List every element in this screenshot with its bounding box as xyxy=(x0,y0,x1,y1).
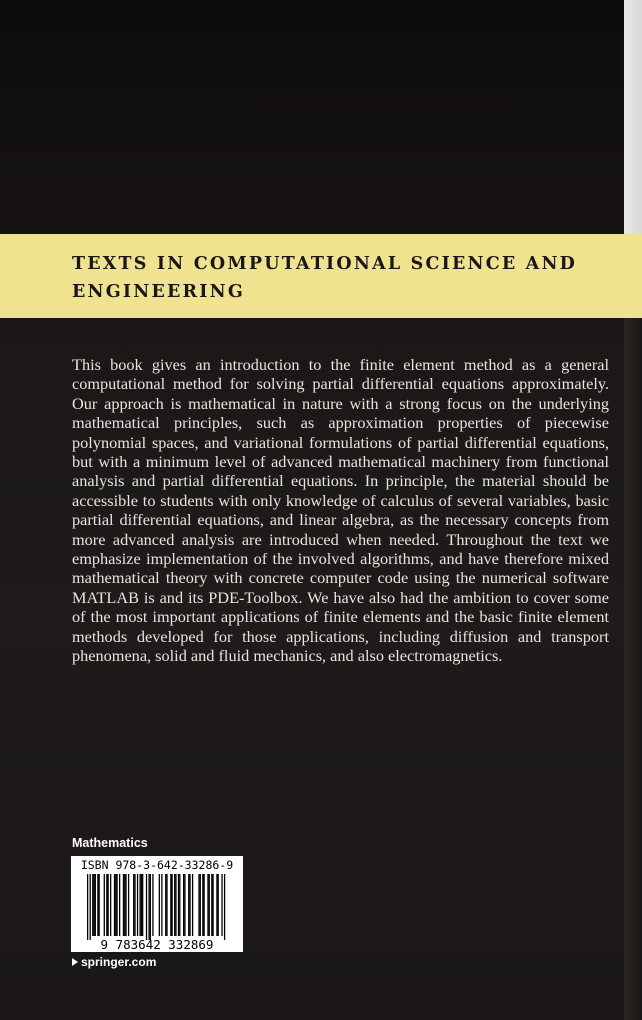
barcode-bar xyxy=(183,874,184,936)
spine-edge xyxy=(624,0,642,1020)
barcode-bar xyxy=(179,874,180,936)
publisher-website[interactable] xyxy=(72,955,156,969)
barcode-bar xyxy=(216,874,217,936)
website-label: springer.com xyxy=(81,955,157,969)
barcode-bar xyxy=(171,874,172,936)
barcode-bar xyxy=(152,874,153,936)
spine-edge-light xyxy=(624,0,642,234)
barcode-bar xyxy=(142,874,143,936)
barcode-bar xyxy=(188,874,189,936)
barcode-bar xyxy=(209,874,210,936)
barcode-bar xyxy=(114,874,115,936)
barcode-bar xyxy=(203,874,204,936)
barcode-bar xyxy=(115,874,116,936)
subject-category: Mathematics xyxy=(72,836,148,850)
barcode-bar xyxy=(110,874,111,936)
barcode-bar xyxy=(133,874,134,936)
barcode-bar xyxy=(137,874,138,936)
barcode-bar xyxy=(128,874,129,936)
barcode-bar xyxy=(87,874,88,940)
barcode-bar xyxy=(165,874,166,936)
barcode-bar xyxy=(123,874,124,936)
barcode-bar xyxy=(124,874,125,936)
barcode-bar xyxy=(178,874,179,936)
isbn-label: ISBN 978-3-642-33286-9 xyxy=(80,858,234,872)
barcode-bar xyxy=(92,874,93,936)
barcode-bar xyxy=(161,874,162,936)
barcode-digits: 9 783642 332869 xyxy=(100,937,214,952)
barcode-bar xyxy=(93,874,94,936)
barcode-bar xyxy=(150,874,151,940)
isbn-barcode xyxy=(71,856,243,952)
barcode-bar xyxy=(224,874,225,940)
barcode-bar xyxy=(119,874,120,936)
barcode-bar xyxy=(97,874,98,936)
barcode-bar xyxy=(134,874,135,936)
barcode-bar xyxy=(159,874,160,936)
barcode-bar xyxy=(192,874,193,936)
barcode-bar xyxy=(174,874,175,936)
barcode-graphic xyxy=(71,856,243,952)
barcode-bar xyxy=(104,874,105,936)
barcode-bar xyxy=(166,874,167,936)
barcode-bar xyxy=(99,874,100,936)
barcode-bar xyxy=(175,874,176,936)
barcode-bar xyxy=(90,874,91,940)
arrow-right-icon xyxy=(72,958,78,966)
barcode-bar xyxy=(139,874,140,936)
barcode-bar xyxy=(221,874,222,936)
barcode-bar xyxy=(148,874,149,940)
barcode-bar xyxy=(184,874,185,936)
barcode-bar xyxy=(95,874,96,936)
barcode-bar xyxy=(141,874,142,936)
barcode-bar xyxy=(146,874,147,940)
barcode-bar xyxy=(107,874,108,936)
barcode-bar xyxy=(198,874,199,936)
book-description: This book gives an introduction to the finite element method as a general computational method for solving partial differential equations approximately. Our approach is mathematical in nature with a strong focus on the underlying mathematical principles, such as approximation properties of piecewise polynomial spaces, and variational formulations of partial differential equations, but with a minimum level of advanced mathematical machinery from functional analysis and partial differential equations. In principle, the material should be accessible to students with only knowledge of calculus of several variables, basic partial differential equations, and linear algebra, as the necessary concepts from more advanced analysis are introduced when needed. Throughout the text we emphasize implementation of the involved algorithms, and have therefore mixed mathematical theory with concrete computer code using the numerical software MATLAB is and its PDE-Toolbox. We have also had the ambition to cover some of the most important applications of finite elements and the basic finite element methods developed for those applications, including diffusion and transport phenomena, solid and fluid mechanics, and also electromagnetics. xyxy=(72,355,609,666)
barcode-bar xyxy=(218,874,219,936)
barcode-bar xyxy=(200,874,201,936)
barcode-bar xyxy=(202,874,203,936)
barcode-bar xyxy=(170,874,171,936)
series-title: TEXTS IN COMPUTATIONAL SCIENCE AND ENGINEERING xyxy=(72,254,578,302)
barcode-bar xyxy=(212,874,213,936)
barcode-bar xyxy=(125,874,126,936)
barcode-bar xyxy=(116,874,117,936)
barcode-bar xyxy=(106,874,107,936)
barcode-bar xyxy=(207,874,208,936)
barcode-bar xyxy=(211,874,212,936)
barcode-bar xyxy=(189,874,190,936)
